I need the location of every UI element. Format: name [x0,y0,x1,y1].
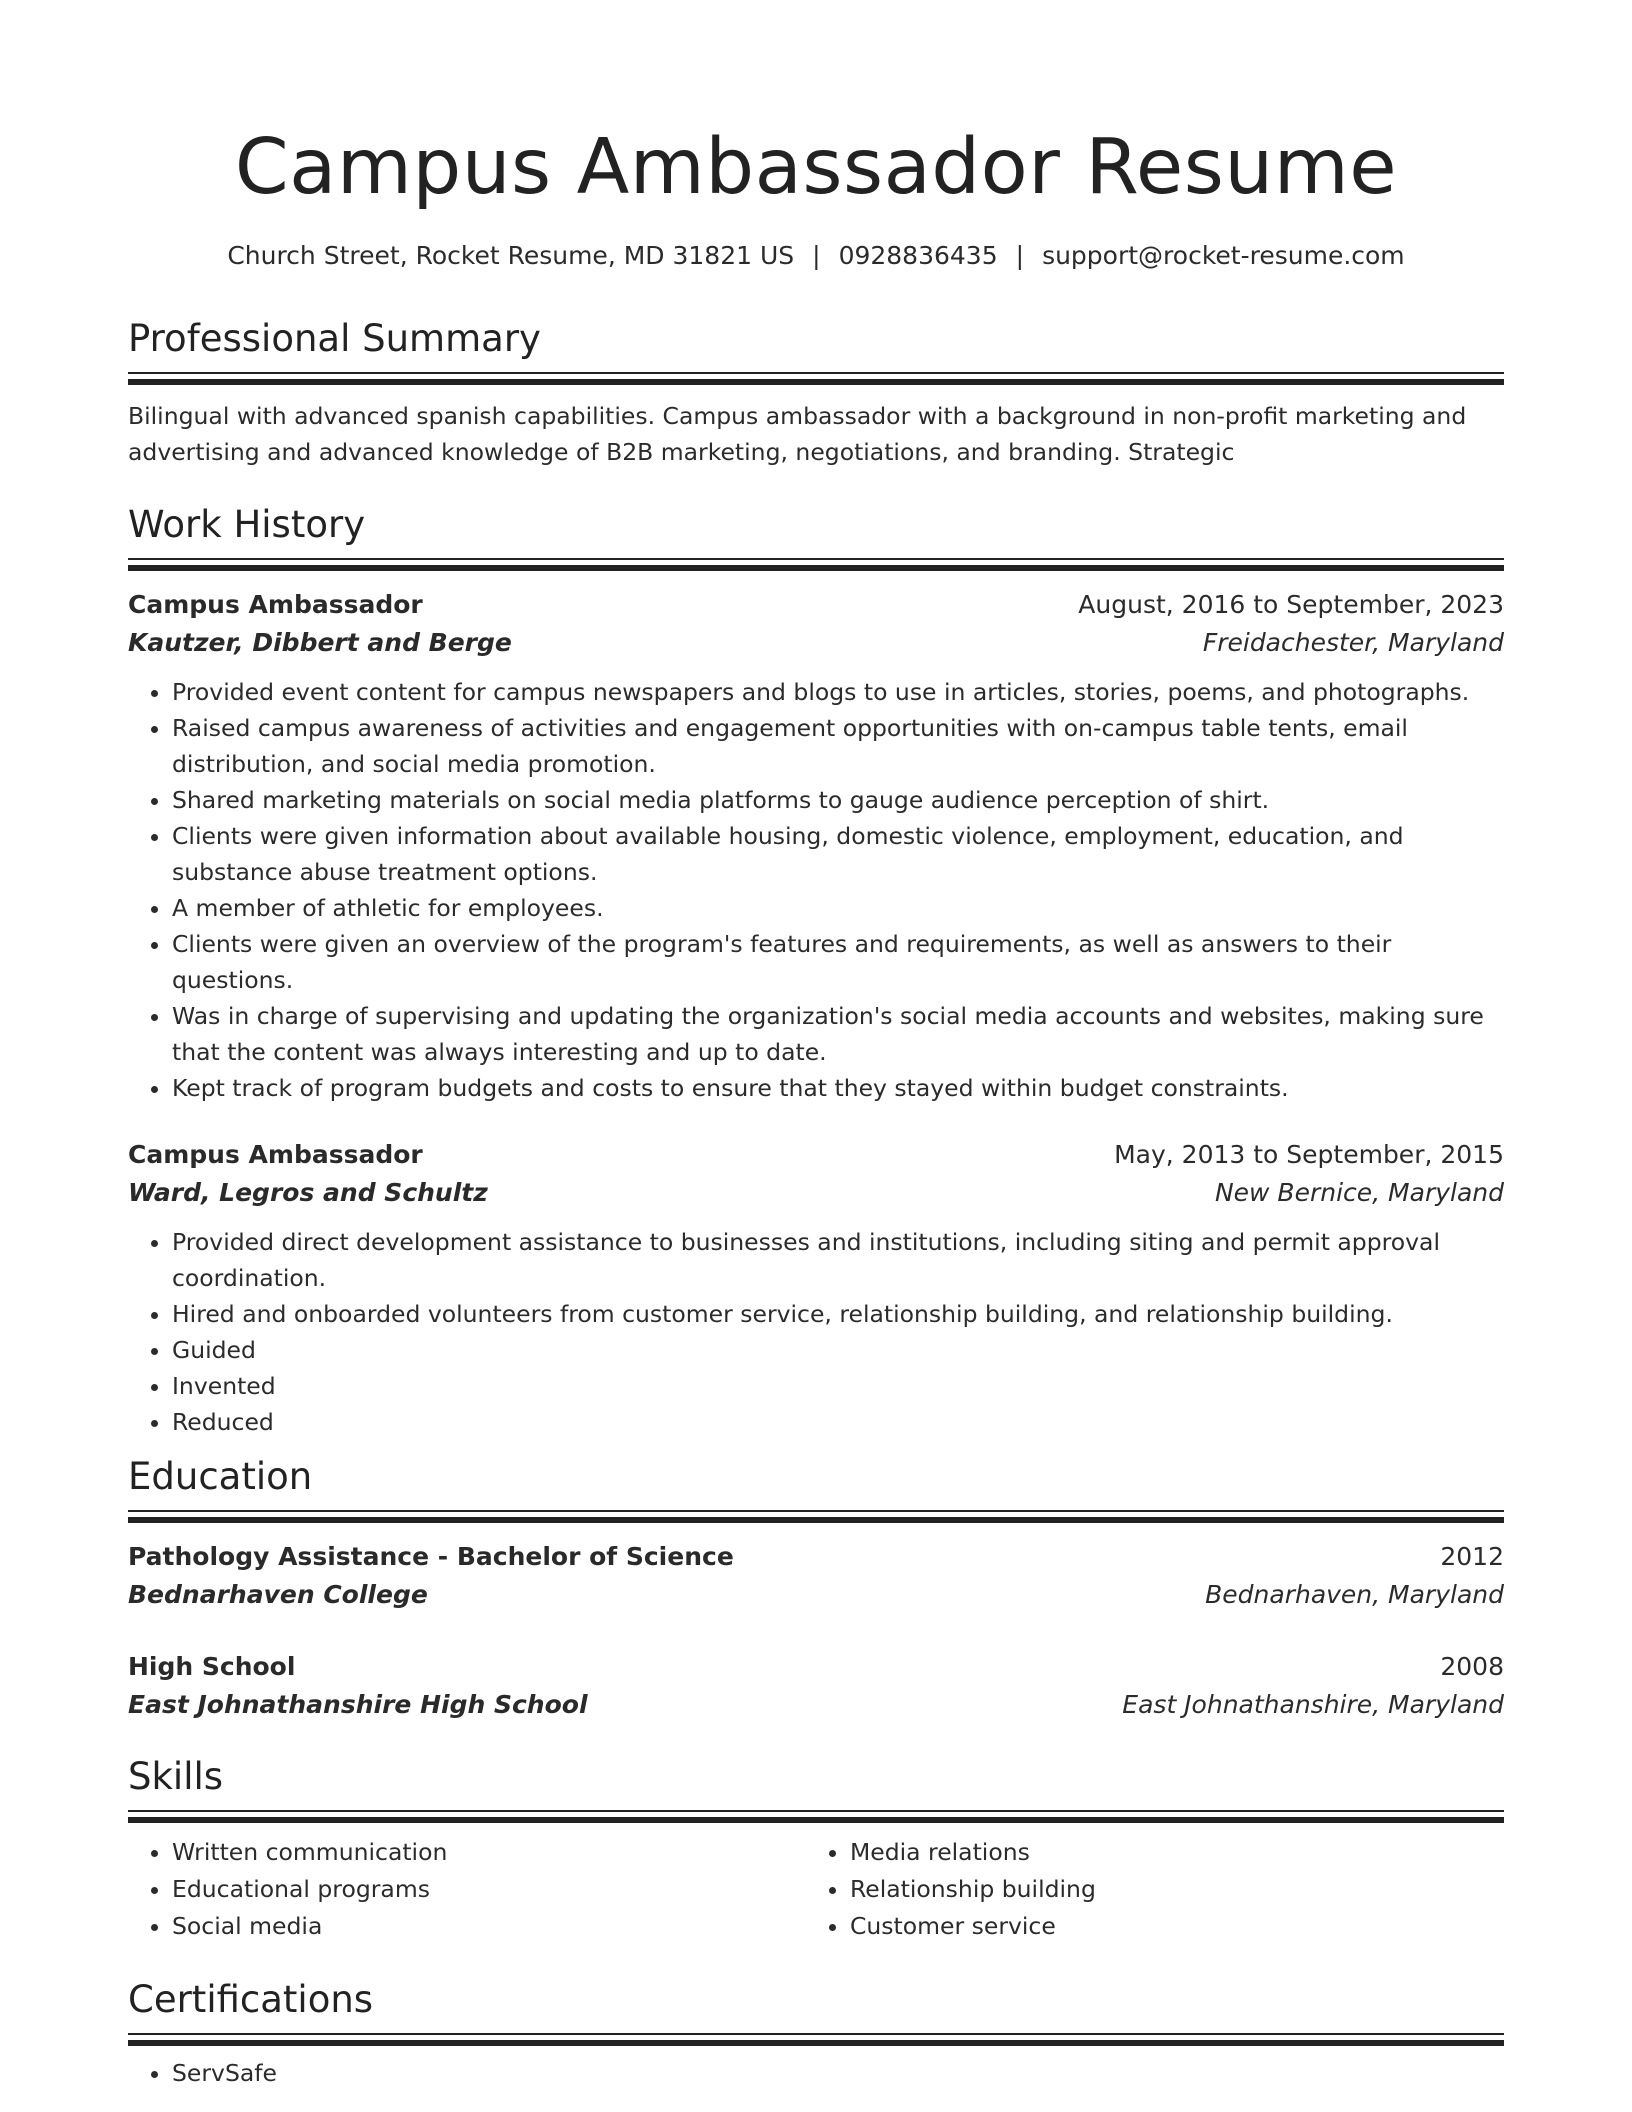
contact-line [128,238,1504,274]
section-divider [128,1810,1504,1824]
work-history-section [128,500,1504,1440]
job-bullet: • Shared marketing materials on social media platforms to gauge audience perception of shirt. [172,782,1504,818]
job-company-row [128,624,1504,662]
job-title: Campus Ambassador [128,590,423,619]
contact-email[interactable]: support@rocket-resume.com [1042,241,1405,270]
job-bullet: • Clients were given information about available housing, domestic violence, employment, education, and substance abuse treatment options. [172,818,1504,890]
section-heading-skills: Skills [128,1755,224,1798]
job-bullet: • Raised campus awareness of activities and engagement opportunities with on-campus table tents, email distribution, and social media promotion. [172,710,1504,782]
resume-title: Campus Ambassador Resume [234,123,1398,212]
contact-address: Church Street, Rocket Resume, MD 31821 US [227,241,795,270]
degree-year: 2012 [1440,1542,1504,1571]
degree-name: High School [128,1652,296,1681]
skills-column-left [128,1834,806,1945]
job-location: Freidachester, Maryland [1202,628,1504,657]
job-title-row [128,1136,1504,1174]
summary-section [128,314,1504,470]
certification-list [128,2055,1504,2091]
skill-item: • Customer service [850,1908,1484,1945]
job-bullet: • Clients were given an overview of the program's features and requirements, as well as answers to their questions. [172,926,1504,998]
section-divider [128,2033,1504,2047]
school-row [128,1686,1504,1724]
job-dates: May, 2013 to September, 2015 [1114,1140,1504,1169]
job-bullet: • Provided event content for campus newspapers and blogs to use in articles, stories, poems, and photographs. [172,674,1504,710]
degree-row [128,1648,1504,1686]
job-bullets [128,674,1504,1106]
job-bullet: • Was in charge of supervising and updating the organization's social media accounts and websites, making sure that the content was always interesting and up to date. [172,998,1504,1070]
job-bullet: • Invented [172,1368,1504,1404]
school-row [128,1576,1504,1614]
certification-item: • ServSafe [172,2055,1504,2091]
section-heading-education: Education [128,1455,313,1498]
section-heading-certifications: Certifications [128,1978,374,2021]
job-bullet: • Hired and onboarded volunteers from customer service, relationship building, and relationship building. [172,1296,1504,1332]
job-bullet: • A member of athletic for employees. [172,890,1504,926]
school-name: East Johnathanshire High School [128,1690,588,1719]
school-location: East Johnathanshire, Maryland [1122,1690,1504,1719]
skill-item: • Social media [172,1908,806,1945]
section-heading-work: Work History [128,503,366,546]
skills-section [128,1752,1504,1945]
job-company: Ward, Legros and Schultz [128,1178,488,1207]
job-bullet: • Kept track of program budgets and costs to ensure that they stayed within budget constraints. [172,1070,1504,1106]
job-bullets [128,1224,1504,1440]
school-name: Bednarhaven College [128,1580,428,1609]
school-location: Bednarhaven, Maryland [1205,1580,1504,1609]
job-bullet: • Guided [172,1332,1504,1368]
job-dates: August, 2016 to September, 2023 [1078,590,1504,619]
job-company-row [128,1174,1504,1212]
job-location: New Bernice, Maryland [1214,1178,1504,1207]
job-bullet: • Provided direct development assistance to businesses and institutions, including siting and permit approval coordination. [172,1224,1504,1296]
job-entry [128,1136,1504,1440]
job-title: Campus Ambassador [128,1140,423,1169]
contact-separator: | [812,241,821,270]
job-title-row [128,586,1504,624]
job-entry [128,586,1504,1106]
education-entry [128,1648,1504,1724]
degree-row [128,1538,1504,1576]
section-divider [128,1510,1504,1524]
contact-phone[interactable]: 0928836435 [838,241,998,270]
job-company: Kautzer, Dibbert and Berge [128,628,512,657]
education-entry [128,1538,1504,1614]
summary-text: Bilingual with advanced spanish capabilities. Campus ambassador with a background in non-profit marketing and advertising and advanced knowledge of B2B marketing, negotiations, and branding. Strategic [128,402,1467,466]
skill-item: • Relationship building [850,1871,1484,1908]
skill-item: • Media relations [850,1834,1484,1871]
job-bullet: • Reduced [172,1404,1504,1440]
skill-item: • Written communication [172,1834,806,1871]
skill-item: • Educational programs [172,1871,806,1908]
skills-columns [128,1834,1504,1945]
skills-column-right [806,1834,1484,1945]
certifications-section [128,1975,1504,2091]
education-section [128,1452,1504,1724]
degree-name: Pathology Assistance - Bachelor of Science [128,1542,734,1571]
section-divider [128,372,1504,386]
degree-year: 2008 [1440,1652,1504,1681]
section-heading-summary: Professional Summary [128,317,541,360]
section-divider [128,558,1504,572]
contact-separator: | [1015,241,1025,270]
